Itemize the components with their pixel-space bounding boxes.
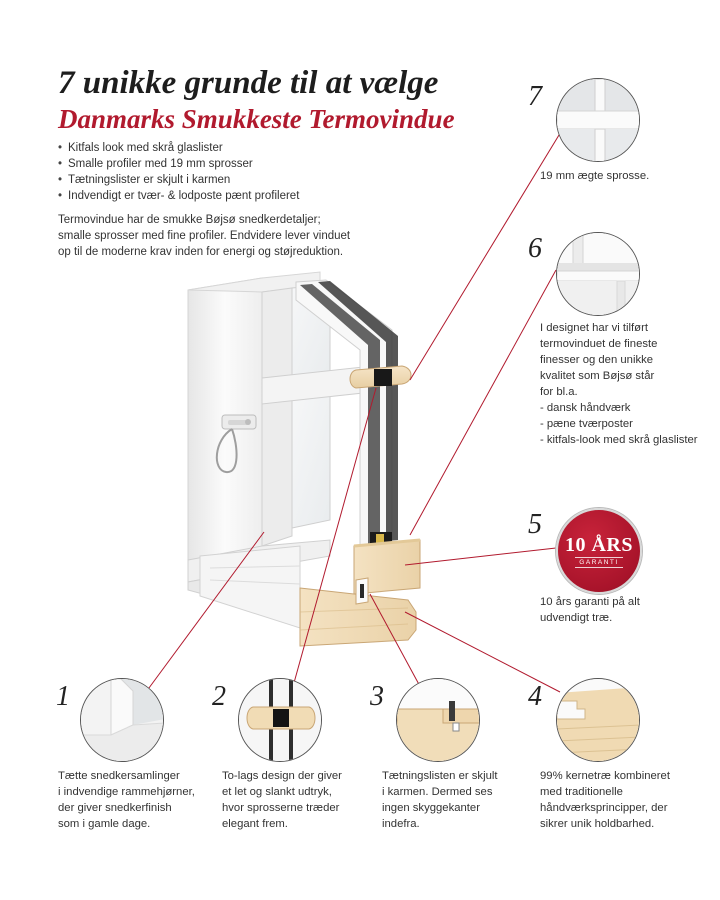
caption-line: Tætningslisten er skjult xyxy=(382,770,498,782)
caption-line: hvor sprosserne træder xyxy=(222,802,340,814)
caption-line: To-lags design der giver xyxy=(222,770,342,782)
caption-line: 10 års garanti på alt xyxy=(540,596,640,608)
caption-line: I designet har vi tilført xyxy=(540,322,648,334)
caption-line: i indvendige rammehjørner, xyxy=(58,786,195,798)
caption-line: der giver snedkerfinish xyxy=(58,802,172,814)
caption-line: termovinduet de fineste xyxy=(540,338,658,350)
two-layer-glazing-icon xyxy=(239,679,322,762)
frame-detail-icon xyxy=(557,233,640,316)
feature-caption-4 xyxy=(540,768,670,832)
glass-pane-lower xyxy=(292,392,330,528)
caption-line: i karmen. Dermed ses xyxy=(382,786,493,798)
feature-number-4: 4 xyxy=(528,681,542,712)
feature-number-2: 2 xyxy=(212,681,226,712)
caption-line: - kitfals-look med skrå glaslister xyxy=(540,434,698,446)
bullet-item: • Indvendigt er tvær- & lodposte pænt profileret xyxy=(58,188,388,204)
feature-caption-2 xyxy=(222,768,342,832)
caption-line: med traditionelle xyxy=(540,786,623,798)
caption-line: som i gamle dage. xyxy=(58,818,151,830)
feature-caption-5 xyxy=(540,594,640,626)
wood-profile-icon xyxy=(557,679,640,762)
detail-circle-1 xyxy=(80,678,164,762)
detail-circle-3 xyxy=(396,678,480,762)
feature-number-1: 1 xyxy=(56,681,70,712)
caption-line: Tætte snedkersamlinger xyxy=(58,770,180,782)
leader-line-6 xyxy=(410,270,556,535)
feature-number-3: 3 xyxy=(370,681,384,712)
feature-caption-3 xyxy=(382,768,498,832)
bottom-karm xyxy=(200,546,300,628)
detail-circle-6 xyxy=(556,232,640,316)
caption-line: håndværksprincipper, der xyxy=(540,802,668,814)
caption-line: udvendigt træ. xyxy=(540,612,613,624)
caption-line: sikrer unik holdbarhed. xyxy=(540,818,655,830)
warranty-badge xyxy=(556,508,642,594)
caption-line: 19 mm ægte sprosse. xyxy=(540,170,650,182)
detail-circle-7 xyxy=(556,78,640,162)
caption-line: et let og slankt udtryk, xyxy=(222,786,332,798)
warranty-badge-main: 10 ÅRS xyxy=(564,534,633,556)
sash-frame xyxy=(262,288,292,546)
bullet-item: • Smalle profiler med 19 mm sprosser xyxy=(58,156,388,172)
sprosse-detail-icon xyxy=(557,79,640,162)
detail-circle-2 xyxy=(238,678,322,762)
feature-caption-7 xyxy=(540,168,649,184)
feature-caption-1 xyxy=(58,768,195,832)
caption-line: elegant frem. xyxy=(222,818,288,830)
bullet-item: • Tætningslister er skjult i karmen xyxy=(58,172,388,188)
feature-caption-6 xyxy=(540,320,698,448)
caption-line: kvalitet som Bøjsø står xyxy=(540,370,655,382)
caption-line: finesser og den unikke xyxy=(540,354,654,366)
bullet-item: • Kitfals look med skrå glaslister xyxy=(58,140,388,156)
warranty-badge-sub: GARANTI xyxy=(575,557,622,568)
page-title: 7 unikke grunde til at vælge xyxy=(58,65,439,101)
feature-number-5: 5 xyxy=(528,509,542,540)
caption-line: - dansk håndværk xyxy=(540,402,631,414)
intro-line: op til de moderne krav inden for energi og støjreduktion. xyxy=(58,246,344,258)
leader-line-5 xyxy=(405,548,556,565)
page-subtitle: Danmarks Smukkeste Termovindue xyxy=(58,104,455,134)
detail-circle-4 xyxy=(556,678,640,762)
caption-line: indefra. xyxy=(382,818,420,830)
intro-line: smalle sprosser med fine profiler. Endvidere lever vinduet xyxy=(58,230,351,242)
hidden-seal-icon xyxy=(397,679,480,762)
caption-line: ingen skyggekanter xyxy=(382,802,480,814)
feature-number-6: 6 xyxy=(528,233,542,264)
intro-line: Termovindue har de smukke Bøjsø snedkerdetaljer; xyxy=(58,214,321,226)
caption-line: 99% kernetræ kombineret xyxy=(540,770,670,782)
feature-number-7: 7 xyxy=(528,81,542,112)
caption-line: - pæne tværposter xyxy=(540,418,633,430)
caption-line: for bl.a. xyxy=(540,386,578,398)
corner-joint-icon xyxy=(81,679,164,762)
